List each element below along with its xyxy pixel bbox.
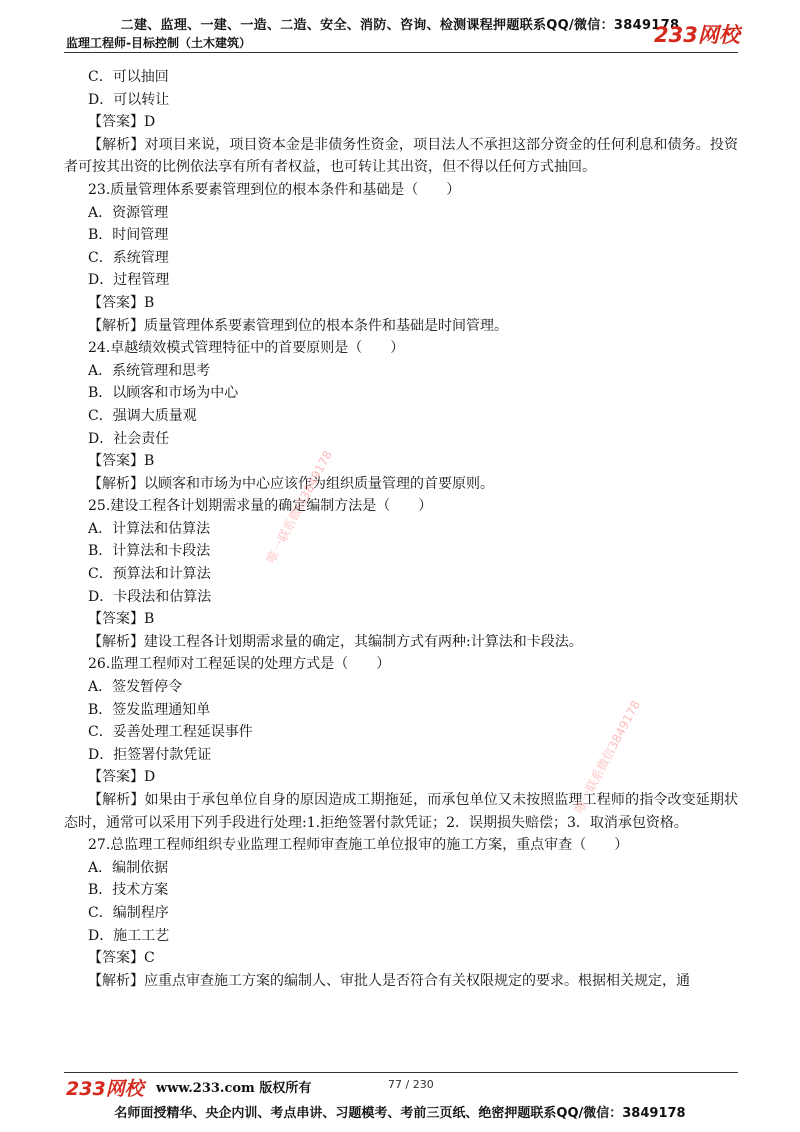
text-line: A．资源管理 — [88, 204, 169, 221]
text-line: 【答案】B — [88, 453, 155, 470]
svg-text:233网校: 233网校 — [66, 1078, 144, 1100]
text-line: 【解析】应重点审查施工方案的编制人、审批人是否符合有关权限规定的要求。根据相关规定，通 — [88, 972, 690, 989]
text-line: 【解析】如果由于承包单位自身的原因造成工期拖延，而承包单位又未按照监理工程师的指令改变延期状态时，通常可以采用下列手段进行处理:1.拒绝签署付款凭证；2．误期损失赔偿；3．取消承包资格。 — [64, 792, 738, 831]
text-line: B．时间管理 — [88, 227, 169, 244]
document-subtitle: 监理工程师-目标控制（土木建筑） — [66, 36, 251, 50]
text-line: 【解析】对项目来说，项目资本金是非债务性资金，项目法人不承担这部分资金的任何利息和债务。投资者可按其出资的比例依法享有所有者权益，也可转让其出资，但不得以任何方式抽回。 — [64, 136, 738, 176]
text-line: D．卡段法和估算法 — [88, 588, 212, 605]
text-line: C．强调大质量观 — [88, 407, 197, 424]
header-promo-text: 二建、监理、一建、一造、二造、安全、消防、咨询、检测课程押题联系QQ/微信：3849178 — [120, 18, 680, 33]
text-line: 【答案】D — [88, 114, 156, 131]
text-line: A．编制依据 — [88, 859, 169, 876]
text-line: B．技术方案 — [88, 882, 169, 899]
brand-logo — [652, 18, 742, 50]
text-line: C．可以抽回 — [88, 69, 169, 85]
footer-copyright: www.233.com 版权所有 — [156, 1081, 312, 1096]
text-line: A．系统管理和思考 — [88, 362, 211, 379]
text-line: C．编制程序 — [88, 904, 169, 921]
text-line: 【答案】C — [88, 950, 155, 967]
text-line: A．签发暂停令 — [88, 679, 183, 696]
text-line: D．拒签署付款凭证 — [88, 746, 212, 763]
text-line: 26.监理工程师对工程延误的处理方式是（ ） — [88, 656, 391, 673]
text-line: 【答案】B — [88, 294, 155, 311]
footer-brand-logo — [64, 1074, 150, 1100]
text-line: 27.总监理工程师组织专业监理工程师审查施工单位报审的施工方案，重点审查（ ） — [88, 837, 629, 854]
footer-promo-text: 名师面授精华、央企内训、考点串讲、习题模考、考前三页纸、绝密押题联系QQ/微信：3849178 — [114, 1106, 686, 1121]
svg-text:233网校: 233网校 — [654, 23, 740, 47]
text-line: 24.卓越绩效模式管理特征中的首要原则是（ ） — [88, 340, 405, 357]
text-line: D．社会责任 — [88, 430, 170, 447]
text-line: B．签发监理通知单 — [88, 701, 211, 718]
text-line: A．计算法和估算法 — [88, 520, 211, 537]
footer-divider — [64, 1072, 738, 1073]
text-line: C．妥善处理工程延误事件 — [88, 724, 253, 741]
text-line: C．预算法和计算法 — [88, 566, 211, 583]
text-line: B．计算法和卡段法 — [88, 543, 211, 560]
text-line: 【答案】B — [88, 611, 155, 628]
text-line: 【解析】以顾客和市场为中心应该作为组织质量管理的首要原则。 — [88, 475, 494, 492]
watermark: 唯一联系微信3849178 — [571, 698, 644, 816]
text-line: 【解析】建设工程各计划期需求量的确定，其编制方式有两种:计算法和卡段法。 — [88, 633, 583, 650]
watermark: 唯一联系微信3849178 — [263, 448, 336, 566]
text-line: C．系统管理 — [88, 249, 169, 266]
text-line: D．施工工艺 — [88, 927, 170, 944]
document-body — [64, 66, 738, 992]
text-line: D．可以转让 — [88, 91, 170, 108]
text-line: 23.质量管理体系要素管理到位的根本条件和基础是（ ） — [88, 181, 461, 198]
text-line: D．过程管理 — [88, 272, 170, 289]
header-divider — [64, 52, 738, 53]
text-line: 【答案】D — [88, 769, 156, 786]
text-line: 【解析】质量管理体系要素管理到位的根本条件和基础是时间管理。 — [88, 317, 508, 334]
text-line: 25.建设工程各计划期需求量的确定编制方法是（ ） — [88, 498, 433, 515]
text-line: B．以顾客和市场为中心 — [88, 385, 239, 402]
page-number: 77 / 230 — [388, 1078, 434, 1091]
